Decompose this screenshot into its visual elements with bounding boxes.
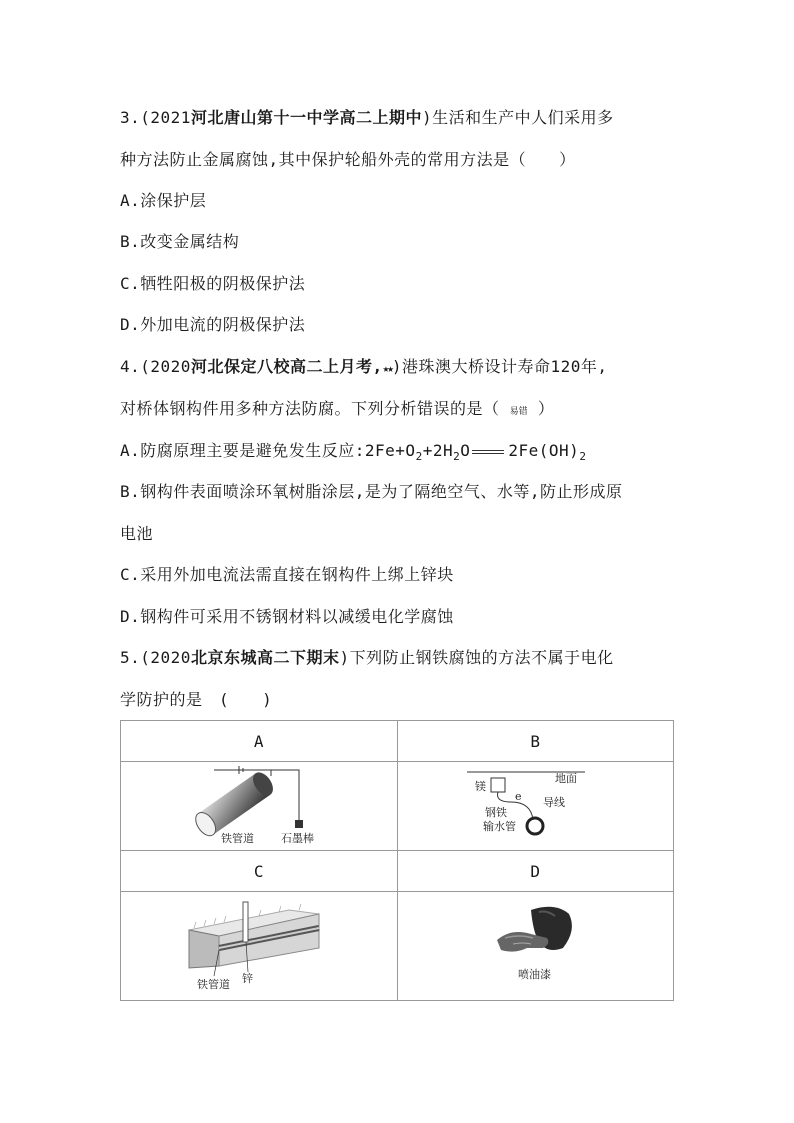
figure-b-pipe-label: 输水管 xyxy=(483,820,517,833)
figure-b-steel-label: 钢铁 xyxy=(485,806,508,819)
figure-b-magnesium-pipe xyxy=(435,762,635,846)
figure-a-pipe-label: 铁管道 xyxy=(220,832,254,845)
q5-options-table xyxy=(120,720,674,1001)
q4-line1: 4.(2020河北保定八校高二上月考,★★)港珠澳大桥设计寿命120年, xyxy=(120,357,608,376)
figure-d-paint-label: 喷油漆 xyxy=(518,968,552,981)
q5-source: 北京东城高二下期末 xyxy=(190,648,340,667)
figure-a-rod-label: 石墨棒 xyxy=(280,832,314,845)
figure-b-mg-label: 镁 xyxy=(475,780,487,793)
figure-c-cell xyxy=(121,892,398,1001)
figure-d-cell xyxy=(397,892,674,1001)
q4-number: 4. xyxy=(120,357,141,376)
q4-option-c: C.采用外加电流法需直接在钢构件上绑上锌块 xyxy=(120,565,454,584)
difficulty-stars-icon: ★★ xyxy=(382,362,392,375)
q4-option-b: B.钢构件表面喷涂环氧树脂涂层,是为了隔绝空气、水等,防止形成原 xyxy=(120,482,623,501)
figure-d-spray-paint xyxy=(435,892,635,996)
q3-option-b: B.改变金属结构 xyxy=(120,232,240,251)
q4-option-b-cont: 电池 xyxy=(120,524,154,543)
table-header-a: A xyxy=(121,721,398,762)
table-header-d: D xyxy=(397,851,674,892)
table-header-b: B xyxy=(397,721,674,762)
q4-stem: 港珠澳大桥设计寿命120年, xyxy=(401,357,608,376)
table-header-c: C xyxy=(121,851,398,892)
q3-option-d: D.外加电流的阴极保护法 xyxy=(120,315,306,334)
figure-a-pipe-graphite xyxy=(159,762,359,846)
figure-b-cell xyxy=(397,762,674,851)
q4-option-d: D.钢构件可采用不锈钢材料以减缓电化学腐蚀 xyxy=(120,607,454,626)
q3-option-a: A.涂保护层 xyxy=(120,191,207,210)
q5-line2: 学防护的是 ( ) xyxy=(120,690,273,709)
figure-b-ground-label: 地面 xyxy=(555,772,578,785)
q3-source: 河北唐山第十一中学高二上期中 xyxy=(190,108,422,127)
figure-b-wire-label: 导线 xyxy=(543,796,566,809)
figure-b-electron-label: e xyxy=(515,790,522,803)
difficulty-tag: 易错 xyxy=(509,407,528,417)
q4-line2: 对桥体钢构件用多种方法防腐。下列分析错误的是（ 易错 ） xyxy=(120,399,555,418)
q3-stem: 生活和生产中人们采用多 xyxy=(432,108,614,127)
figure-c-pipe-label: 铁管道 xyxy=(196,978,230,991)
q3-number: 3. xyxy=(120,108,141,127)
q3-line1: 3.(2021河北唐山第十一中学高二上期中)生活和生产中人们采用多 xyxy=(120,108,614,127)
q3-option-c: C.牺牲阳极的阴极保护法 xyxy=(120,274,306,293)
q5-number: 5. xyxy=(120,648,141,667)
q4-option-a: A.防腐原理主要是避免发生反应$:2Fe+O_2+2H_2O$ $2Fe(OH)_2$ xyxy=(120,441,587,463)
q4-source: 河北保定八校高二上月考, xyxy=(190,357,383,376)
equation-equals-sign xyxy=(472,450,504,454)
q5-line1: 5.(2020北京东城高二下期末)下列防止钢铁腐蚀的方法不属于电化 xyxy=(120,648,614,667)
q3-line2: 种方法防止金属腐蚀,其中保护轮船外壳的常用方法是（ ） xyxy=(120,150,576,169)
figure-c-pipe-zinc xyxy=(159,892,359,996)
figure-c-zinc-label: 锌 xyxy=(241,972,253,985)
figure-a-cell xyxy=(121,762,398,851)
q5-stem: 下列防止钢铁腐蚀的方法不属于电化 xyxy=(349,648,614,667)
